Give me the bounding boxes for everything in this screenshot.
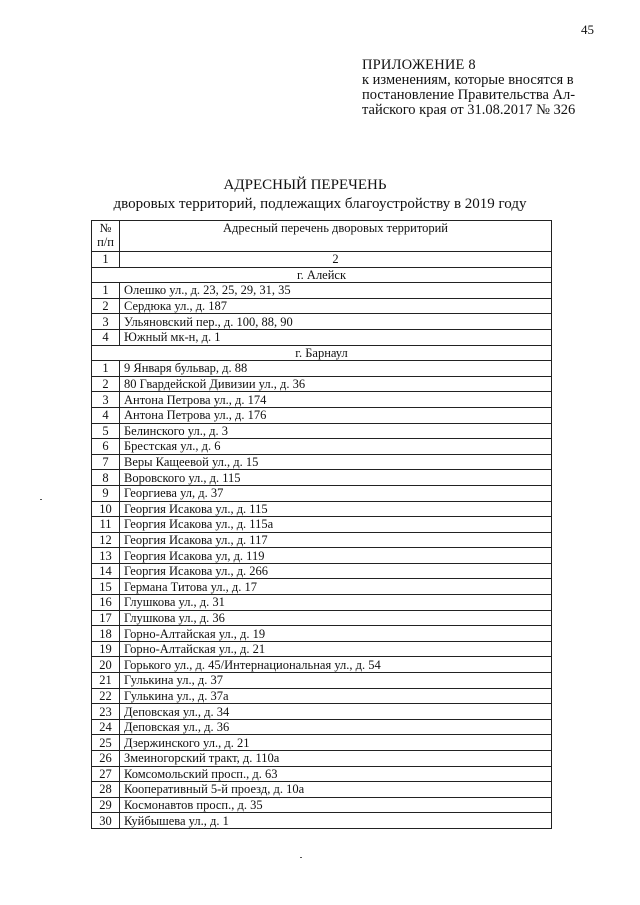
row-address: Южный мк-н, д. 1 xyxy=(120,329,552,345)
row-address: Германа Титова ул., д. 17 xyxy=(120,579,552,595)
section-row xyxy=(92,267,552,283)
header-number xyxy=(92,221,120,252)
table-body xyxy=(92,252,552,829)
row-number: 11 xyxy=(92,517,120,533)
row-number: 25 xyxy=(92,735,120,751)
row-number: 7 xyxy=(92,454,120,470)
row-number: 5 xyxy=(92,423,120,439)
table-header-row xyxy=(92,221,552,252)
header-number-line2: п/п xyxy=(97,235,114,249)
table-row xyxy=(92,532,552,548)
table-row xyxy=(92,485,552,501)
row-number: 21 xyxy=(92,673,120,689)
row-number: 26 xyxy=(92,751,120,767)
table-row xyxy=(92,641,552,657)
row-number: 23 xyxy=(92,704,120,720)
row-address: 80 Гвардейской Дивизии ул., д. 36 xyxy=(120,376,552,392)
row-number: 20 xyxy=(92,657,120,673)
row-number: 2 xyxy=(92,376,120,392)
table-row xyxy=(92,439,552,455)
row-number: 3 xyxy=(92,314,120,330)
row-number: 12 xyxy=(92,532,120,548)
table-row xyxy=(92,329,552,345)
column-numbers-row xyxy=(92,252,552,268)
row-address: Белинского ул., д. 3 xyxy=(120,423,552,439)
row-address: Дзержинского ул., д. 21 xyxy=(120,735,552,751)
row-number: 1 xyxy=(92,283,120,299)
row-address: Георгия Исакова ул, д. 119 xyxy=(120,548,552,564)
table-row xyxy=(92,392,552,408)
row-number: 16 xyxy=(92,595,120,611)
appendix-line: тайского края от 31.08.2017 № 326 xyxy=(362,102,576,118)
row-number: 4 xyxy=(92,407,120,423)
table-row xyxy=(92,563,552,579)
table-row xyxy=(92,548,552,564)
row-address: Горького ул., д. 45/Интернациональная ул., д. 54 xyxy=(120,657,552,673)
row-address: Деповская ул., д. 34 xyxy=(120,704,552,720)
table-row xyxy=(92,470,552,486)
row-address: Гулькина ул., д. 37 xyxy=(120,673,552,689)
table-row xyxy=(92,782,552,798)
row-address: Олешко ул., д. 23, 25, 29, 31, 35 xyxy=(120,283,552,299)
row-number: 27 xyxy=(92,766,120,782)
column-number-1: 1 xyxy=(92,252,120,268)
row-address: Гулькина ул., д. 37а xyxy=(120,688,552,704)
table-row xyxy=(92,283,552,299)
row-number: 9 xyxy=(92,485,120,501)
heading-title: АДРЕСНЫЙ ПЕРЕЧЕНЬ xyxy=(223,177,387,193)
appendix-line: к изменениям, которые вносятся в xyxy=(362,72,574,88)
row-address: Веры Кащеевой ул., д. 15 xyxy=(120,454,552,470)
row-address: Космонавтов просп., д. 35 xyxy=(120,797,552,813)
table-row xyxy=(92,719,552,735)
table-row xyxy=(92,376,552,392)
row-address: Комсомольский просп., д. 63 xyxy=(120,766,552,782)
table-row xyxy=(92,704,552,720)
row-address: Глушкова ул., д. 31 xyxy=(120,595,552,611)
row-address: Георгия Исакова ул., д. 266 xyxy=(120,563,552,579)
table-row xyxy=(92,423,552,439)
table-row xyxy=(92,797,552,813)
table-row xyxy=(92,298,552,314)
header-address: Адресный перечень дворовых территорий xyxy=(120,221,552,252)
row-number: 8 xyxy=(92,470,120,486)
row-number: 1 xyxy=(92,361,120,377)
table-row xyxy=(92,314,552,330)
row-number: 15 xyxy=(92,579,120,595)
row-number: 17 xyxy=(92,610,120,626)
row-number: 14 xyxy=(92,563,120,579)
row-address: Георгиева ул, д. 37 xyxy=(120,485,552,501)
row-address: Сердюка ул., д. 187 xyxy=(120,298,552,314)
table-row xyxy=(92,361,552,377)
table-row xyxy=(92,579,552,595)
row-address: Глушкова ул., д. 36 xyxy=(120,610,552,626)
row-number: 22 xyxy=(92,688,120,704)
table-row xyxy=(92,501,552,517)
page-number: 45 xyxy=(581,22,594,37)
row-number: 3 xyxy=(92,392,120,408)
address-table xyxy=(91,220,552,829)
row-number: 24 xyxy=(92,719,120,735)
row-number: 13 xyxy=(92,548,120,564)
row-number: 10 xyxy=(92,501,120,517)
row-address: Куйбышева ул., д. 1 xyxy=(120,813,552,829)
row-address: Брестская ул., д. 6 xyxy=(120,439,552,455)
appendix-block xyxy=(362,58,602,118)
row-number: 18 xyxy=(92,626,120,642)
table-row xyxy=(92,688,552,704)
scan-speck xyxy=(300,857,302,858)
row-address: Георгия Исакова ул., д. 115 xyxy=(120,501,552,517)
row-address: Горно-Алтайская ул., д. 19 xyxy=(120,626,552,642)
table-row xyxy=(92,673,552,689)
header-number-line1: № xyxy=(99,221,112,235)
table-row xyxy=(92,517,552,533)
row-address: Деповская ул., д. 36 xyxy=(120,719,552,735)
row-address: Георгия Исакова ул., д. 117 xyxy=(120,532,552,548)
table-row xyxy=(92,735,552,751)
row-number: 30 xyxy=(92,813,120,829)
heading-subtitle: дворовых территорий, подлежащих благоустройству в 2019 году xyxy=(113,196,527,212)
row-address: Змеиногорский тракт, д. 110а xyxy=(120,751,552,767)
scan-speck xyxy=(40,499,42,500)
row-address: 9 Января бульвар, д. 88 xyxy=(120,361,552,377)
table-row xyxy=(92,657,552,673)
row-address: Воровского ул., д. 115 xyxy=(120,470,552,486)
table-row xyxy=(92,813,552,829)
row-address: Антона Петрова ул., д. 176 xyxy=(120,407,552,423)
row-number: 29 xyxy=(92,797,120,813)
row-address: Георгия Исакова ул., д. 115а xyxy=(120,517,552,533)
row-address: Ульяновский пер., д. 100, 88, 90 xyxy=(120,314,552,330)
row-address: Кооперативный 5-й проезд, д. 10а xyxy=(120,782,552,798)
table-row xyxy=(92,766,552,782)
section-row xyxy=(92,345,552,361)
table-row xyxy=(92,751,552,767)
table-row xyxy=(92,407,552,423)
table-row xyxy=(92,610,552,626)
row-number: 28 xyxy=(92,782,120,798)
document-heading xyxy=(0,176,640,214)
table-row xyxy=(92,454,552,470)
appendix-line: постановление Правительства Ал- xyxy=(362,87,576,103)
row-number: 2 xyxy=(92,298,120,314)
section-city: г. Барнаул xyxy=(92,345,552,361)
row-number: 4 xyxy=(92,329,120,345)
row-address: Горно-Алтайская ул., д. 21 xyxy=(120,641,552,657)
row-number: 6 xyxy=(92,439,120,455)
section-city: г. Алейск xyxy=(92,267,552,283)
row-address: Антона Петрова ул., д. 174 xyxy=(120,392,552,408)
column-number-2: 2 xyxy=(120,252,552,268)
table-row xyxy=(92,626,552,642)
table-row xyxy=(92,595,552,611)
row-number: 19 xyxy=(92,641,120,657)
appendix-title: ПРИЛОЖЕНИЕ 8 xyxy=(362,57,476,73)
